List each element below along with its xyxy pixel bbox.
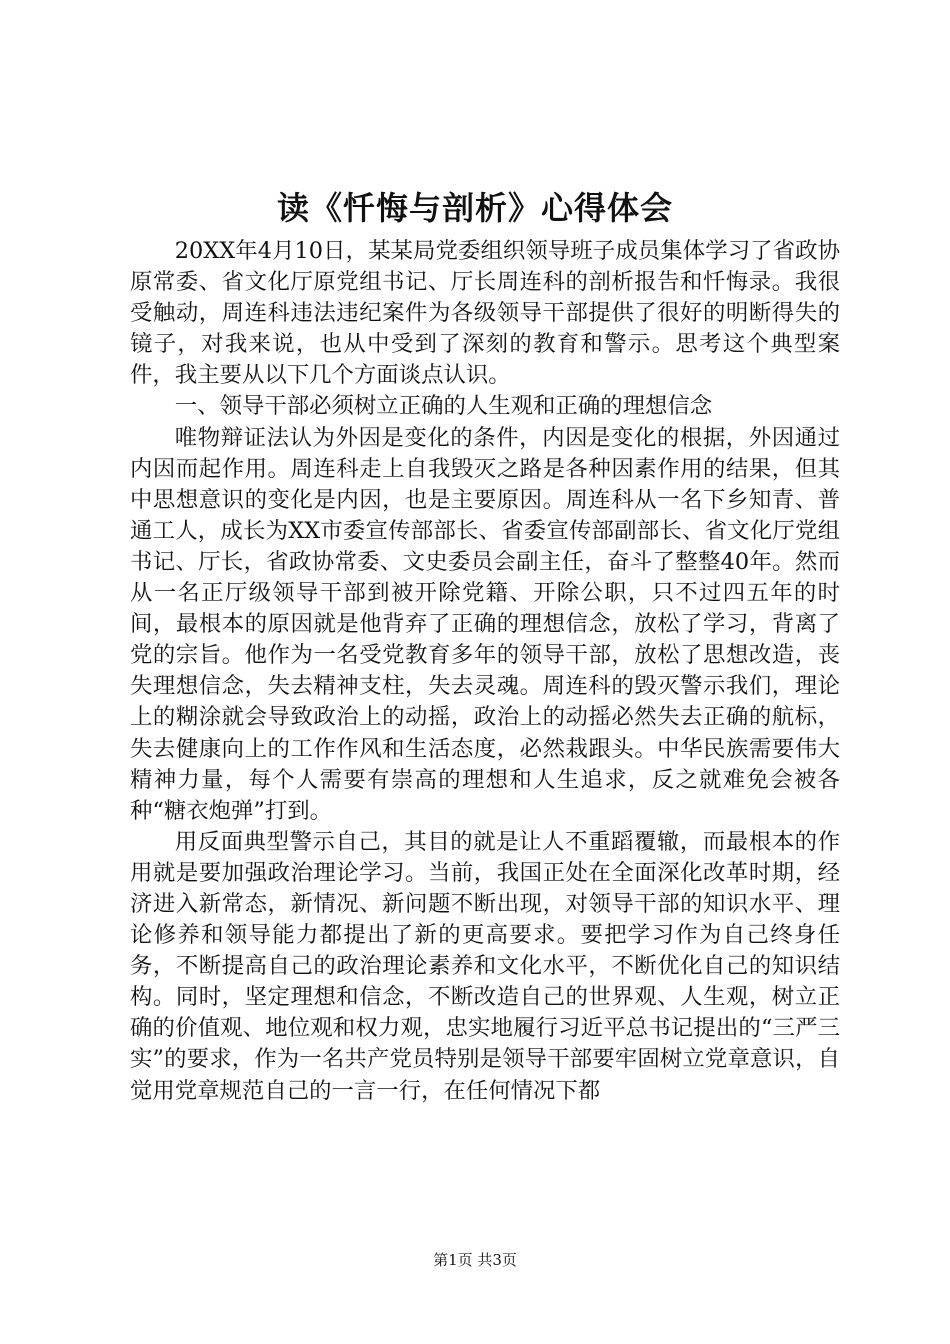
document-body: [130, 236, 840, 1107]
paragraph-intro: 20XX年4月10日，某某局党委组织领导班子成员集体学习了省政协原常委、省文化厅原党组书记、厅长周连科的剖析报告和忏悔录。我很受触动，周连科违法违纪案件为各级领导干部提供了很好的明断得失的镜子，对我来说，也从中受到了深刻的教育和警示。思考这个典型案件，我主要从以下几个方面谈点认识。: [130, 238, 840, 389]
document-title: 读《忏悔与剖析》心得体会: [276, 189, 673, 227]
page-footer: 第1页 共3页: [433, 1251, 517, 1269]
section-heading-1: 一、领导干部必须树立正确的人生观和正确的理想信念: [174, 393, 713, 420]
paragraph-dialectics: 唯物辩证法认为外因是变化的条件，内因是变化的根据，外因通过内因而起作用。周连科走上自我毁灭之路是各种因素作用的结果，但其中思想意识的变化是内因，也是主要原因。周连科从一名下乡知青、普通工人，成长为XX市委宣传部部长、省委宣传部副部长、省文化厅党组书记、厅长，省政协常委、文史委员会副主任，奋斗了整整40年。然而从一名正厅级领导干部到被开除党籍、开除公职，只不过四五年的时间，最根本的原因就是他背弃了正确的理想信念，放松了学习，背离了党的宗旨。他作为一名受党教育多年的领导干部，放松了思想改造，丧失理想信念，失去精神支柱，失去灵魂。周连科的毁灭警示我们，理论上的糊涂就会导致政治上的动摇，政治上的动摇必然失去正确的航标，失去健康向上的工作作风和生活态度，必然栽跟头。中华民族需要伟大精神力量，每个人需要有崇高的理想和人生追求，反之就难免会被各种“糖衣炮弹”打到。: [130, 424, 840, 824]
paragraph-study: 用反面典型警示自己，其目的就是让人不重蹈覆辙，而最根本的作用就是要加强政治理论学习。当前，我国正处在全面深化改革时期，经济进入新常态，新情况、新问题不断出现，对领导干部的知识水平、理论修养和领导能力都提出了新的更高要求。要把学习作为自己终身任务，不断提高自己的政治理论素养和文化水平，不断优化自己的知识结构。同时，坚定理想和信念，不断改造自己的世界观、人生观，树立正确的价值观、地位观和权力观，忠实地履行习近平总书记提出的“三严三实”的要求，作为一名共产党员特别是领导干部要牢固树立党章意识，自觉用党章规范自己的一言一行，在任何情况下都: [130, 828, 840, 1104]
